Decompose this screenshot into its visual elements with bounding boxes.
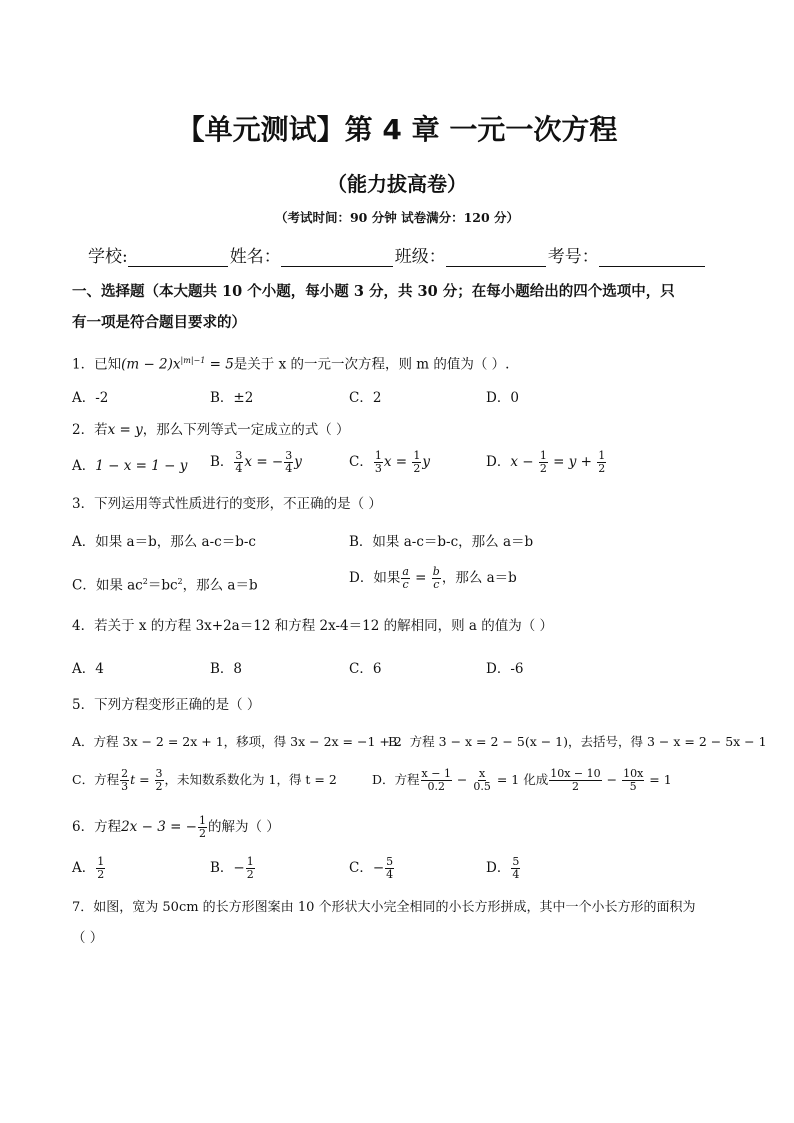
q6-fraction: $\frac{1}{2}$ bbox=[199, 814, 206, 840]
q3-d-fraction-1: $\frac{a}{c}$ bbox=[402, 565, 409, 591]
q3-c-sup2: 2 bbox=[177, 577, 183, 586]
q5-c-fraction-2: $\frac{3}{2}$ bbox=[155, 767, 163, 793]
question-1 bbox=[72, 351, 509, 375]
q3-option-d[interactable] bbox=[349, 566, 517, 591]
q3-option-c[interactable] bbox=[72, 572, 258, 596]
q2-option-b[interactable] bbox=[210, 450, 302, 475]
q4-option-d[interactable]: D．-6 bbox=[486, 661, 524, 677]
page-subtitle: （能力拔高卷） bbox=[327, 172, 467, 196]
q2-text: ，那么下列等式一定成立的式（ ） bbox=[142, 422, 350, 438]
q3-option-a[interactable]: A．如果 a＝b，那么 a-c＝b-c bbox=[72, 534, 256, 550]
q6-d-fraction: $\frac{5}{4}$ bbox=[512, 855, 520, 881]
q5-d-fraction-3: $\frac{10x - 10}{2}$ bbox=[550, 767, 601, 793]
school-field[interactable] bbox=[128, 246, 228, 267]
q2-option-a[interactable] bbox=[72, 456, 187, 476]
q5-option-a[interactable]: A．方程 3x − 2 = 2x + 1，移项，得 3x − 2x = −1 + 2 bbox=[72, 734, 402, 749]
number-label: 考号： bbox=[547, 247, 599, 267]
q2-c-fraction-1: $\frac{1}{3}$ bbox=[374, 449, 382, 475]
q3-d-post: ，那么 a＝b bbox=[441, 570, 517, 586]
q6-option-d[interactable] bbox=[486, 856, 521, 881]
q1-option-a[interactable]: A．-2 bbox=[72, 390, 109, 406]
q2-d-fraction-2: $\frac{1}{2}$ bbox=[598, 449, 606, 475]
question-7-line2: （ ） bbox=[72, 930, 104, 946]
number-field[interactable] bbox=[599, 246, 705, 267]
question-7-line1: 7．如图，宽为 50cm 的长方形图案由 10 个形状大小完全相同的小长方形拼成，其中一个小长方形的面积为 bbox=[72, 900, 696, 915]
q6-option-c[interactable] bbox=[349, 856, 395, 881]
q3-d-pre: D．如果 bbox=[349, 570, 401, 586]
q2-c-mid: x = bbox=[383, 454, 412, 470]
q3-c-pre: C．如果 ac bbox=[72, 577, 143, 594]
question-6 bbox=[72, 815, 280, 840]
q3-d-mid: = bbox=[410, 570, 431, 586]
q2-c-fraction-2: $\frac{1}{2}$ bbox=[413, 449, 421, 475]
q4-option-c[interactable]: C．6 bbox=[349, 661, 382, 677]
q2-b-fraction-1: $\frac{3}{4}$ bbox=[235, 449, 243, 475]
q6-b-label: B．− bbox=[210, 860, 245, 876]
q1-expression-rhs: = 5 bbox=[205, 356, 234, 373]
q6-a-fraction: $\frac{1}{2}$ bbox=[97, 855, 105, 881]
q2-option-c[interactable] bbox=[349, 450, 430, 475]
name-label: 姓名： bbox=[229, 247, 281, 267]
page-title: 【单元测试】第 4 章 一元一次方程 bbox=[176, 113, 618, 146]
q1-option-c[interactable]: C．2 bbox=[349, 390, 382, 406]
q2-b-fraction-2: $\frac{3}{4}$ bbox=[285, 449, 293, 475]
q1-expression: (m − 2)x bbox=[121, 356, 181, 373]
q5-c-post: ，未知数系数化为 1，得 t = 2 bbox=[164, 772, 337, 787]
exam-info: （考试时间：90 分钟 试卷满分：120 分） bbox=[274, 210, 520, 225]
q6-b-fraction: $\frac{1}{2}$ bbox=[246, 855, 254, 881]
q6-text: 的解为（ ） bbox=[208, 819, 280, 835]
q2-c-end: y bbox=[422, 454, 430, 470]
q2-d-label: D． bbox=[486, 454, 511, 470]
q5-d-pre: D．方程 bbox=[372, 772, 420, 787]
q2-d-fraction-1: $\frac{1}{2}$ bbox=[539, 449, 547, 475]
q5-option-b[interactable]: B．方程 3 − x = 2 − 5(x − 1)，去括号，得 3 − x = 2 − 5x − 1 bbox=[388, 734, 767, 749]
q5-d-mid3: − bbox=[602, 772, 622, 787]
q5-d-mid: − bbox=[452, 772, 472, 787]
q2-option-d[interactable] bbox=[486, 450, 607, 475]
q1-text: 是关于 x 的一元一次方程，则 m 的值为（ ）. bbox=[233, 356, 510, 373]
q3-d-fraction-2: $\frac{b}{c}$ bbox=[432, 565, 440, 591]
q5-d-mid2: = 1 化成 bbox=[492, 772, 549, 787]
q5-d-fraction-2: $\frac{x}{0.5}$ bbox=[473, 767, 491, 793]
q1-option-d[interactable]: D．0 bbox=[486, 390, 519, 406]
question-4: 4．若关于 x 的方程 3x+2a＝12 和方程 2x-4＝12 的解相同，则 a 的值为（ ） bbox=[72, 618, 553, 634]
q6-option-b[interactable] bbox=[210, 856, 256, 881]
q6-expression: 2x − 3 = − bbox=[121, 819, 197, 835]
q4-option-a[interactable]: A．4 bbox=[72, 661, 104, 677]
student-info-row bbox=[88, 242, 728, 267]
q2-expression: x = y bbox=[107, 422, 143, 438]
class-field[interactable] bbox=[446, 246, 546, 267]
q1-exponent: |m|−1 bbox=[180, 356, 206, 365]
q5-option-d[interactable] bbox=[372, 768, 672, 793]
q1-option-b[interactable]: B．±2 bbox=[210, 390, 254, 406]
q3-c-post: ，那么 a＝b bbox=[182, 577, 258, 594]
q6-a-label: A． bbox=[72, 860, 96, 876]
q2-prefix: 2．若 bbox=[72, 422, 108, 438]
class-label: 班级： bbox=[394, 247, 446, 267]
q3-option-b[interactable]: B．如果 a-c＝b-c，那么 a＝b bbox=[349, 534, 534, 550]
section-heading-line2: 有一项是符合题目要求的） bbox=[72, 314, 246, 331]
q2-d-mid: = y + bbox=[548, 454, 597, 470]
q2-b-end: y bbox=[294, 454, 302, 470]
school-label: 学校: bbox=[88, 247, 128, 267]
q5-d-fraction-1: $\frac{x - 1}{0.2}$ bbox=[421, 767, 451, 793]
q5-option-c[interactable] bbox=[72, 768, 337, 793]
q6-d-label: D． bbox=[486, 860, 511, 876]
q5-c-pre: C．方程 bbox=[72, 772, 120, 787]
q4-option-b[interactable]: B．8 bbox=[210, 661, 243, 677]
q2-b-label: B． bbox=[210, 454, 234, 470]
q5-c-fraction-1: $\frac{2}{3}$ bbox=[121, 767, 129, 793]
q5-d-fraction-4: $\frac{10x}{5}$ bbox=[623, 767, 644, 793]
q6-c-label: C．− bbox=[349, 860, 385, 876]
name-field[interactable] bbox=[281, 246, 393, 267]
question-3: 3．下列运用等式性质进行的变形，不正确的是（ ） bbox=[72, 496, 382, 512]
q2-d-pre: x − bbox=[510, 454, 538, 470]
q6-prefix: 6．方程 bbox=[72, 819, 122, 835]
q1-prefix: 1．已知 bbox=[72, 356, 122, 373]
q3-c-mid: ＝bc bbox=[147, 577, 178, 594]
q6-c-fraction: $\frac{5}{4}$ bbox=[386, 855, 394, 881]
q5-d-end: = 1 bbox=[645, 772, 672, 787]
question-2 bbox=[72, 420, 350, 440]
question-5: 5．下列方程变形正确的是（ ） bbox=[72, 697, 261, 713]
q2-a-expression: 1 − x = 1 − y bbox=[95, 458, 188, 474]
q5-c-mid: t = bbox=[130, 772, 154, 787]
q3-c-sup: 2 bbox=[142, 577, 148, 586]
q2-b-mid: x = − bbox=[244, 454, 284, 470]
section-heading-line1: 一、选择题（本大题共 10 个小题，每小题 3 分，共 30 分；在每小题给出的四个选项中，只 bbox=[72, 283, 675, 300]
q2-c-label: C． bbox=[349, 454, 373, 470]
q6-option-a[interactable] bbox=[72, 856, 106, 881]
q2-a-label: A． bbox=[72, 458, 96, 474]
